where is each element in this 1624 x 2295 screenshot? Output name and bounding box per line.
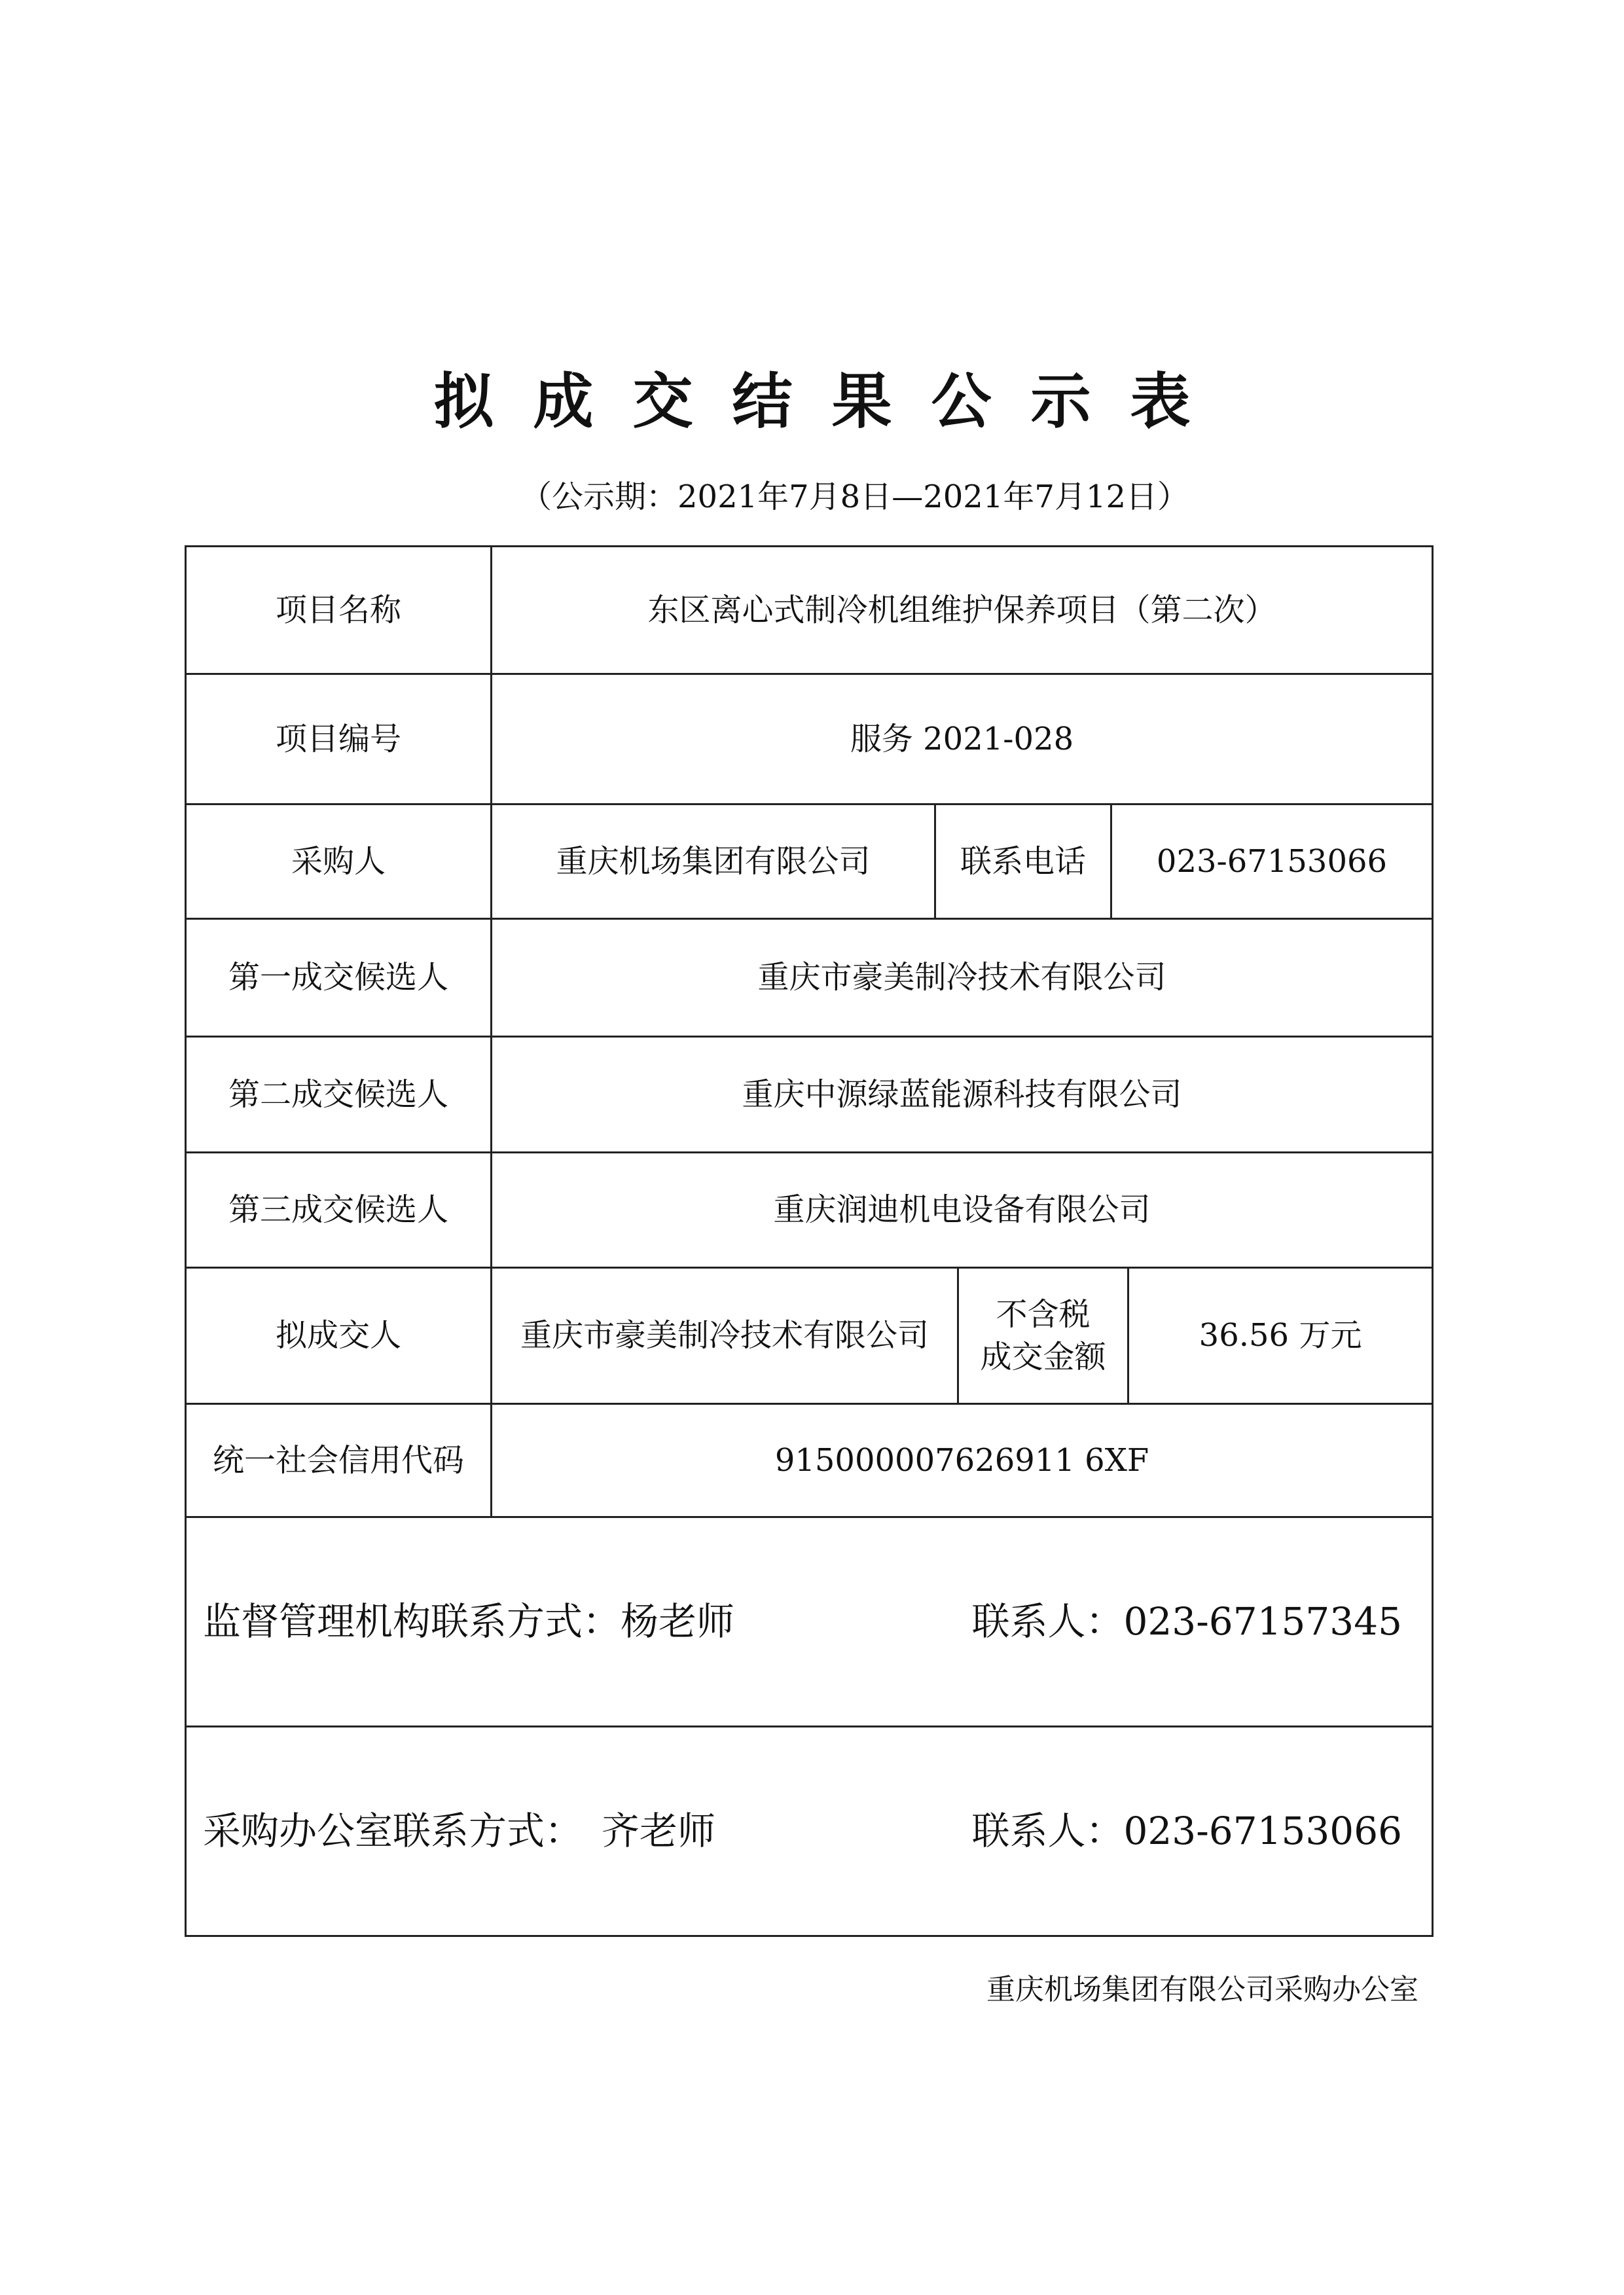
candidate-3-value: 重庆润迪机电设备有限公司 — [490, 1151, 1434, 1269]
candidate-1-label: 第一成交候选人 — [185, 918, 492, 1038]
phone-label: 联系电话 — [934, 803, 1112, 920]
supervision-contact-row — [185, 1516, 1434, 1727]
supervision-label: 监督管理机构联系方式：杨老师 — [203, 1599, 735, 1644]
purchaser-label: 采购人 — [185, 803, 492, 920]
project-name-value: 东区离心式制冷机组维护保养项目（第二次） — [490, 545, 1434, 675]
purchasing-office-contact: 联系人：023-67153066 — [971, 1809, 1402, 1854]
candidate-2-value: 重庆中源绿蓝能源科技有限公司 — [490, 1036, 1434, 1153]
candidate-1-value: 重庆市豪美制冷技术有限公司 — [490, 918, 1434, 1038]
awardee-label: 拟成交人 — [185, 1267, 492, 1405]
supervision-contact: 联系人：023-67157345 — [971, 1599, 1402, 1644]
page-title: 拟成交结果公示表 — [433, 367, 1230, 437]
result-table — [185, 545, 1434, 1937]
candidate-2-label: 第二成交候选人 — [185, 1036, 492, 1153]
credit-code-value: 915000007626911 6XF — [490, 1403, 1434, 1518]
purchasing-office-contact-row — [185, 1726, 1434, 1937]
amount-label — [957, 1267, 1129, 1405]
project-number-value: 服务 2021-028 — [490, 673, 1434, 805]
project-name-label: 项目名称 — [185, 545, 492, 675]
purchaser-value: 重庆机场集团有限公司 — [490, 803, 936, 920]
amount-value: 36.56 万元 — [1127, 1267, 1434, 1405]
amount-label-line-2: 成交金额 — [980, 1338, 1106, 1375]
credit-code-label: 统一社会信用代码 — [185, 1403, 492, 1518]
amount-label-line-1: 不含税 — [996, 1295, 1091, 1333]
publicity-period: （公示期：2021年7月8日—2021年7月12日） — [520, 479, 1189, 515]
project-number-label: 项目编号 — [185, 673, 492, 805]
phone-value: 023-67153066 — [1110, 803, 1434, 920]
candidate-3-label: 第三成交候选人 — [185, 1151, 492, 1269]
issuer-footer: 重庆机场集团有限公司采购办公室 — [986, 1973, 1418, 2006]
awardee-value: 重庆市豪美制冷技术有限公司 — [490, 1267, 959, 1405]
purchasing-office-label: 采购办公室联系方式： 齐老师 — [203, 1809, 716, 1854]
